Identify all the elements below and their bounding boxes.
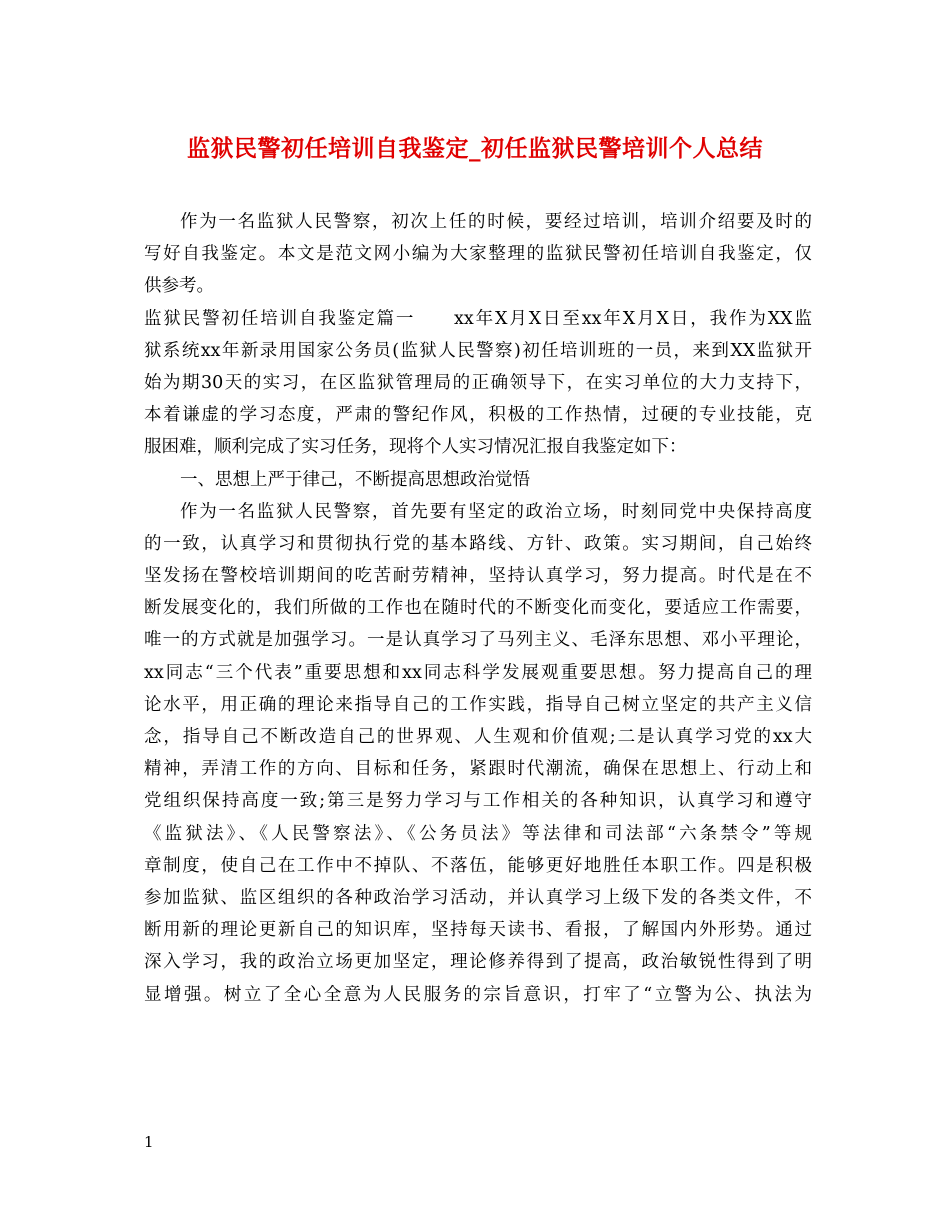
body-line: 始为期30天的实习，在区监狱管理局的正确领导下，在实习单位的大力支持下， [144,372,812,393]
body-line: 断发展变化的，我们所做的工作也在随时代的不断变化而变化，要适应工作需要， [144,598,812,619]
body-line: 显增强。树立了全心全意为人民服务的宗旨意识，打牢了“立警为公、执法为 [144,984,812,1005]
body-line: 本着谦虚的学习态度，严肃的警纪作风，积极的工作热情，过硬的专业技能，克 [144,405,812,426]
body-line: 作为一名监狱人民警察，首先要有坚定的政治立场，时刻同党中央保持高度 [180,501,812,522]
body-line: 深入学习，我的政治立场更加坚定，理论修养得到了提高，政治敏锐性得到了明 [144,952,812,973]
body-line: 写好自我鉴定。本文是范文网小编为大家整理的监狱民警初任培训自我鉴定，仅 [144,244,812,265]
body-line: 服困难，顺利完成了实习任务，现将个人实习情况汇报自我鉴定如下： [144,437,687,458]
body-line: 《监狱法》、《人民警察法》、《公务员法》等法律和司法部“六条禁令”等规 [144,823,812,844]
body-line: 唯一的方式就是加强学习。一是认真学习了马列主义、毛泽东思想、邓小平理论， [144,630,812,651]
body-line: 章制度，使自己在工作中不掉队、不落伍，能够更好地胜任本职工作。四是积极 [144,855,812,876]
body-line: 狱系统xx年新录用国家公务员(监狱人民警察)初任培训班的一员，来到XX监狱开 [144,340,812,361]
body-line: 断用新的理论更新自己的知识库，坚持每天读书、看报，了解国内外形势。通过 [144,920,812,941]
document-body [144,206,812,1011]
body-line: 监狱民警初任培训自我鉴定篇一 xx年X月X日至xx年X月X日，我作为XX监 [144,308,812,329]
body-line: 论水平，用正确的理论来指导自己的工作实践，指导自己树立坚定的共产主义信 [144,694,812,715]
body-line: 作为一名监狱人民警察，初次上任的时候，要经过培训，培训介绍要及时的 [180,212,812,232]
document-title: 监狱民警初任培训自我鉴定_初任监狱民警培训个人总结 [187,135,763,162]
body-line: 党组织保持高度一致;第三是努力学习与工作相关的各种知识，认真学习和遵守 [144,791,812,812]
body-line: 坚发扬在警校培训期间的吃苦耐劳精神，坚持认真学习，努力提高。时代是在不 [144,566,812,587]
body-line: 一、思想上严于律己，不断提高思想政治觉悟 [180,469,530,490]
body-line: 念，指导自己不断改造自己的世界观、人生观和价值观;二是认真学习党的xx大 [144,727,812,747]
body-line: 供参考。 [144,276,214,297]
page-number: 1 [144,1133,154,1151]
body-line: 精神，弄清工作的方向、目标和任务，紧跟时代潮流，确保在思想上、行动上和 [144,759,812,780]
body-line: xx同志“三个代表”重要思想和xx同志科学发展观重要思想。努力提高自己的理 [144,662,812,683]
body-line: 参加监狱、监区组织的各种政治学习活动，并认真学习上级下发的各类文件，不 [144,887,812,908]
body-line: 的一致，认真学习和贯彻执行党的基本路线、方针、政策。实习期间，自己始终 [144,533,812,554]
